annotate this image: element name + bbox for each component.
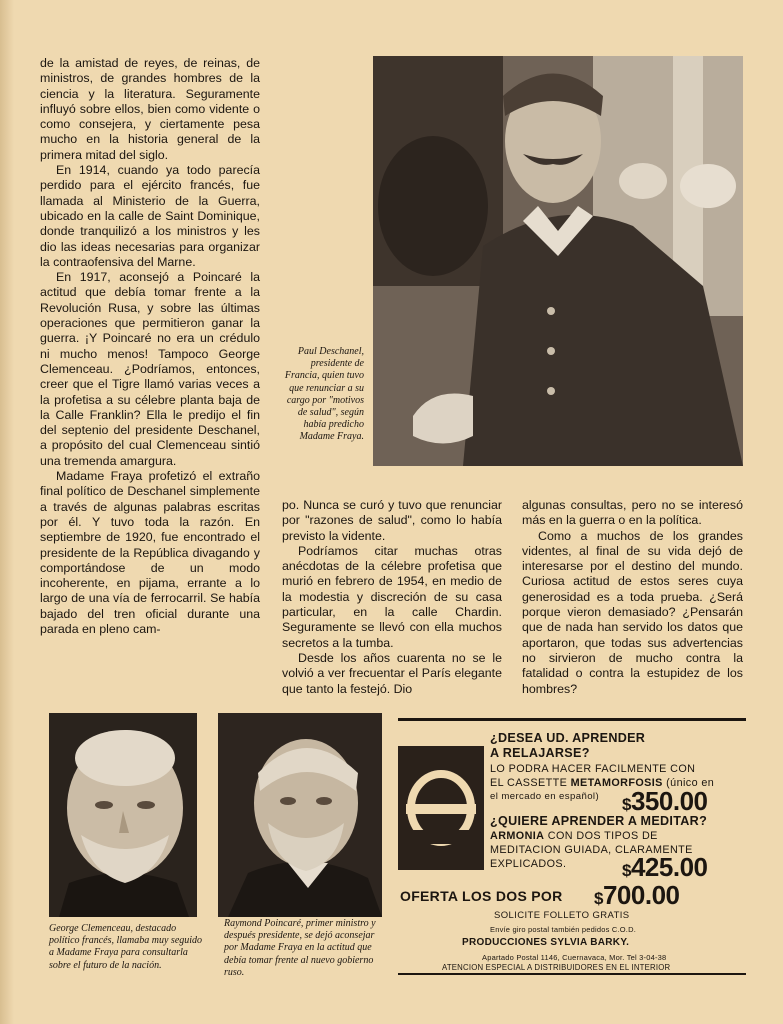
product-metamorfosis: METAMORFOSIS xyxy=(570,777,663,789)
ad-question-meditate: ¿QUIERE APRENDER A MEDITAR? xyxy=(490,814,708,828)
caption-poincare: Raymond Poincaré, primer ministro y después presidente, se dejó aconsejar por Madame Fraya en la actitud que debía tomar frente al nuevo gobierno ruso. xyxy=(224,918,376,978)
advertisement xyxy=(398,718,746,980)
caption-clemenceau: George Clemenceau, destacado político francés, llamaba muy seguido a Madame Fraya para consultarla sobre el futuro de la nación. xyxy=(49,923,203,971)
paragraph: Como a muchos de los grandes videntes, al final de su vida dejó de interesarse por el destino del mundo. Curiosa actitud de estos seres cuya generosidad es a toda prueba. ¿Será porque vieron demasiado? ¿Pensarán que de nada han servido los datos que aportaron, que todas sus advertencias no sirvieron de mucho contra la fatalidad o contra la estupidez de los hombres? xyxy=(522,528,743,696)
ad-address: Apartado Postal 1146, Cuernavaca, Mor. Tel 3-04-38 xyxy=(482,953,667,962)
ad-body-line: LO PODRA HACER FACILMENTE CON xyxy=(490,763,696,775)
paragraph: En 1914, cuando ya todo parecía perdido para el ejército francés, fue llamada al Ministerio de la Guerra, ubicado en la calle de Saint Dominique, donde tranquilizó a los ministros y les dio las ideas necesarias para organizar la contraofensiva del Marne. xyxy=(40,163,260,269)
ad-cod-note: Envíe giro postal también pedidos C.O.D. xyxy=(490,925,636,934)
ad-body-line: MEDITACION GUIADA, CLARAMENTE xyxy=(490,844,693,856)
article-column-2 xyxy=(282,498,502,697)
price-armonia: $425.00 xyxy=(622,852,708,882)
paragraph: de la amistad de reyes, de reinas, de ministros, de grandes hombres de la ciencia y la literatura. Seguramente influyó sobre ellos, bien como vidente o como consejera, y ciertamente pesa mucho en la historia general de la primera mitad del siglo. xyxy=(40,56,260,162)
photo-paul-deschanel xyxy=(373,56,743,466)
ad-body-line: ARMONIA CON DOS TIPOS DE xyxy=(490,830,658,842)
paper-edge xyxy=(0,0,14,1024)
ad-top-rule xyxy=(398,718,746,721)
paragraph: Madame Fraya profetizó el extraño final político de Deschanel simplemente a través de algunas palabras escritas por él. Y tuvo toda la razón. En septiembre de 1920, fue encontrado el presidente de la República divagando y comportándose de un modo incoherente, en pijama, errante a lo largo de una vía de ferrocarril. Se había bajado del tren oficial durante una parada en pleno cam- xyxy=(40,469,260,636)
ad-body-line: EL CASSETTE METAMORFOSIS (único en xyxy=(490,777,715,789)
ad-distributors: ATENCION ESPECIAL A DISTRIBUIDORES EN EL INTERIOR xyxy=(442,963,671,972)
paragraph: Desde los años cuarenta no se le volvió a ver frecuentar el París elegante que tanto la festejó. Dio xyxy=(282,650,502,696)
paragraph: En 1917, aconsejó a Poincaré la actitud que debía tomar frente a la Revolución Rusa, y sobre las últimas operaciones que permitieron ganar la guerra. ¡Y Poincaré no era un crédulo ni mucho menos! Tampoco George Clemenceau. ¿Podríamos, entonces, creer que el Tigre llamó varias veces a la profetisa a su célebre planta baja de la Calle Franklin? Ella le predijo el fin del septenio del presidente Deschanel, a propósito del cual Clemenceau sintió una tremenda amargura. xyxy=(40,270,260,468)
caption-deschanel: Paul Deschanel, presidente de Francia, quien tuvo que renunciar a su cargo por "motivos de salud", según había predicho Madame Fraya. xyxy=(284,346,364,443)
ad-question-relax-line-2: A RELAJARSE? xyxy=(490,746,590,760)
ad-company: PRODUCCIONES SYLVIA BARKY. xyxy=(462,937,630,948)
article-column-3 xyxy=(522,498,743,697)
ad-body-line: EXPLICADOS. xyxy=(490,858,567,870)
price-metamorfosis: $350.00 xyxy=(622,786,708,816)
ad-body-line: el mercado en español) xyxy=(490,791,600,802)
paragraph: algunas consultas, pero no se interesó más en la guerra o en la política. xyxy=(522,498,743,528)
photo-raymond-poincare xyxy=(218,713,382,917)
photo-george-clemenceau xyxy=(49,713,197,917)
ad-offer-label: OFERTA LOS DOS POR xyxy=(400,888,563,904)
ad-bottom-rule xyxy=(398,973,746,975)
logo-icon xyxy=(398,746,484,870)
paragraph: Podríamos citar muchas otras anécdotas de la célebre profetisa que murió en febrero de 1954, en medio de la modestia y discreción de su casa particular, en la calle Chardin. Seguramente se llevó con ella muchos secretos a la tumba. xyxy=(282,543,502,650)
paragraph: po. Nunca se curó y tuvo que renunciar por "razones de salud", como lo había previsto la vidente. xyxy=(282,498,502,543)
price-offer: $700.00 xyxy=(594,880,680,910)
product-armonia: ARMONIA xyxy=(490,830,545,842)
ad-leaflet: SOLICITE FOLLETO GRATIS xyxy=(494,910,630,921)
article-column-1 xyxy=(40,56,260,637)
ad-question-relax-line-1: ¿DESEA UD. APRENDER xyxy=(490,731,646,745)
